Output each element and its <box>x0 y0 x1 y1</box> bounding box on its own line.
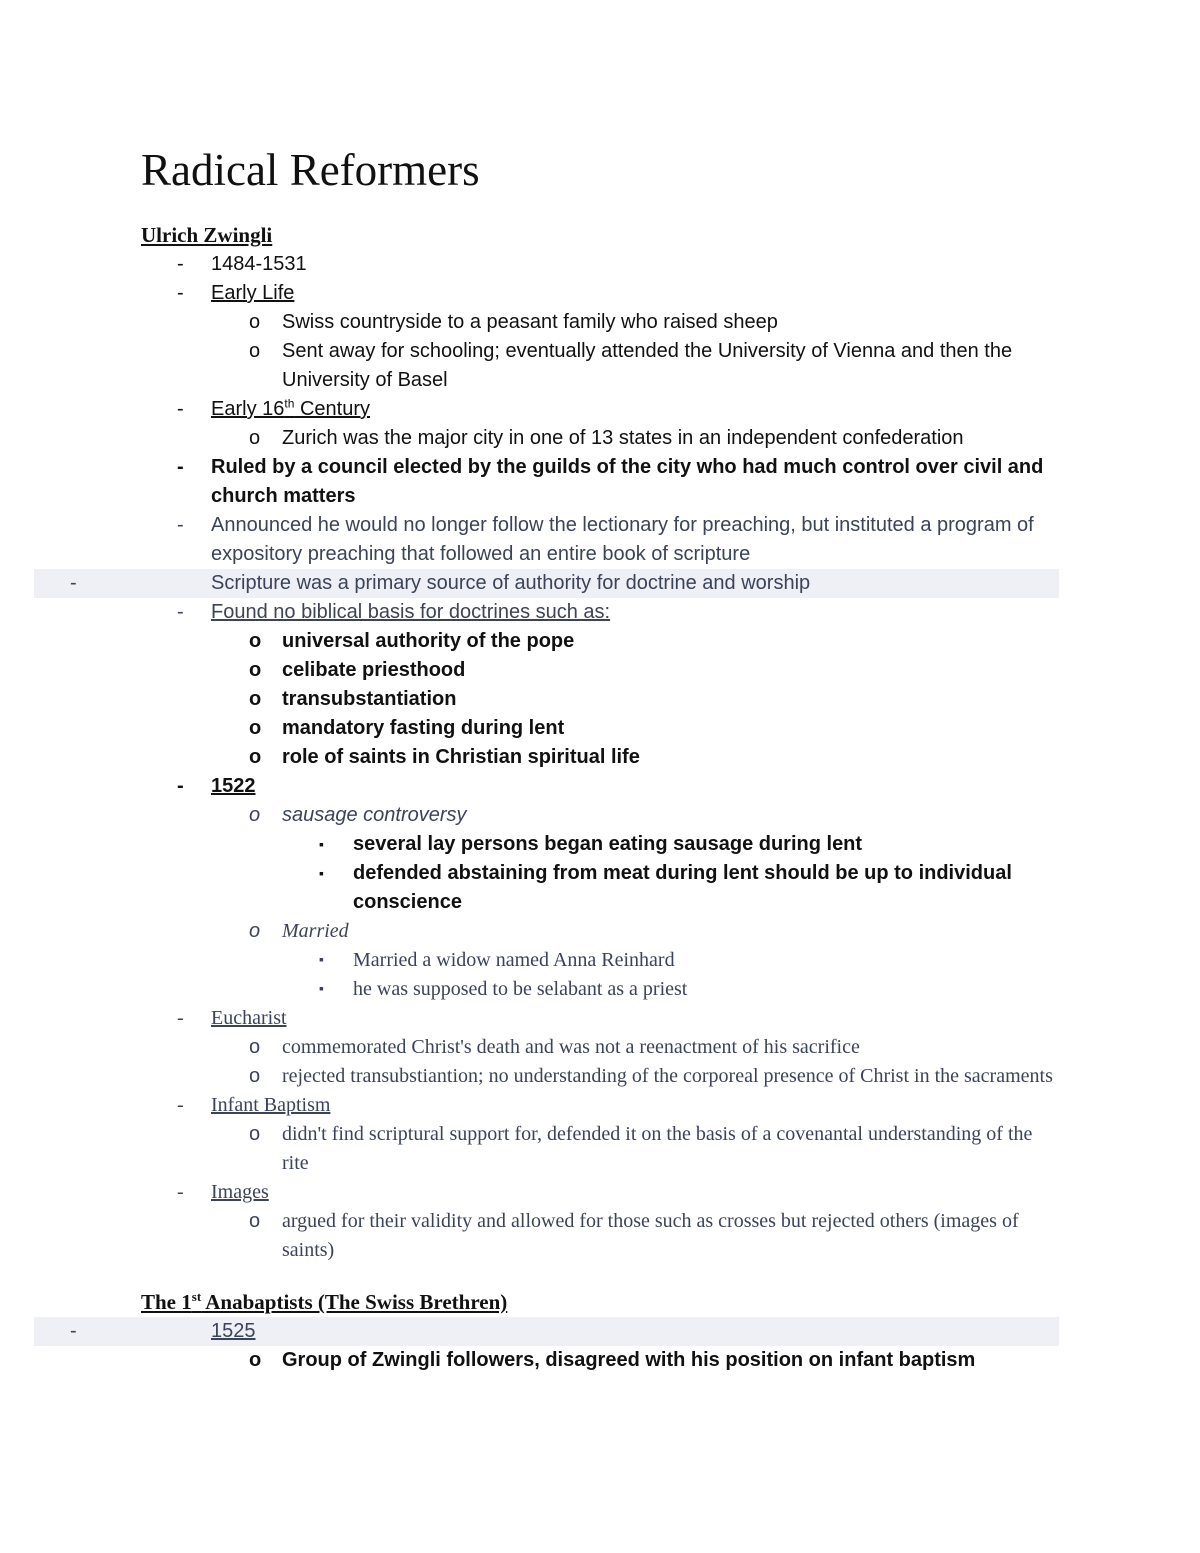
list-item-announced: - Announced he would no longer follow the lectionary for preaching, but instituted a program of expository preaching that followed an entire book of scripture <box>141 511 1061 569</box>
list-subitem: o role of saints in Christian spiritual life <box>141 743 1061 772</box>
list-subsubitem: ▪ several lay persons began eating sausage during lent <box>141 830 1061 859</box>
circle-bullet: o <box>249 804 261 826</box>
circle-bullet: o <box>249 659 262 681</box>
circle-bullet: o <box>249 746 262 768</box>
dash-bullet: - <box>177 253 184 275</box>
dash-bullet: - <box>177 601 184 623</box>
page-title: Radical Reformers <box>141 145 480 195</box>
dash-bullet: - <box>177 775 184 797</box>
list-item-early-16th: - Early 16th Century <box>141 395 1061 424</box>
circle-bullet: o <box>249 340 261 362</box>
dash-bullet: - <box>177 282 184 304</box>
circle-bullet: o <box>249 920 261 942</box>
section-heading-zwingli: Ulrich Zwingli <box>141 223 273 247</box>
list-subitem: o Group of Zwingli followers, disagreed with his position on infant baptism <box>141 1346 1061 1375</box>
dash-bullet: - <box>70 572 77 594</box>
circle-bullet: o <box>249 688 262 710</box>
list-subitem: o Swiss countryside to a peasant family who raised sheep <box>141 308 1061 337</box>
square-bullet: ▪ <box>319 865 324 881</box>
list-subitem: o mandatory fasting during lent <box>141 714 1061 743</box>
list-subitem: o argued for their validity and allowed for those such as crosses but rejected others (images of saints) <box>141 1207 1061 1265</box>
circle-bullet: o <box>249 311 261 333</box>
list-subitem: o universal authority of the pope <box>141 627 1061 656</box>
dash-bullet: - <box>177 514 184 536</box>
list-subsubitem: ▪ defended abstaining from meat during lent should be up to individual conscience <box>141 859 1061 917</box>
square-bullet: ▪ <box>319 982 324 997</box>
circle-bullet: o <box>249 1210 261 1232</box>
dash-bullet: - <box>177 456 184 478</box>
dash-bullet: - <box>177 1181 184 1203</box>
list-subitem: o celibate priesthood <box>141 656 1061 685</box>
list-item-ruled: - Ruled by a council elected by the guilds of the city who had much control over civil and church matters <box>141 453 1061 511</box>
dash-bullet: - <box>70 1320 77 1342</box>
list-item-scripture: - Scripture was a primary source of authority for doctrine and worship <box>34 569 1059 598</box>
anabaptists-outline <box>70 1317 1061 1375</box>
square-bullet: ▪ <box>319 953 324 968</box>
circle-bullet: o <box>249 1036 261 1058</box>
list-subsubitem: ▪ he was supposed to be selabant as a priest <box>141 975 1061 1004</box>
circle-bullet: o <box>249 630 262 652</box>
circle-bullet: o <box>249 1065 261 1087</box>
zwingli-outline <box>70 250 1061 1265</box>
circle-bullet: o <box>249 1349 262 1371</box>
list-subitem: o transubstantiation <box>141 685 1061 714</box>
list-subitem: o rejected transubstiantion; no understanding of the corporeal presence of Christ in the sacraments <box>141 1062 1061 1091</box>
list-subitem-sausage: o sausage controversy <box>141 801 1061 830</box>
list-item-early-life: - Early Life <box>141 279 1061 308</box>
list-item-no-biblical-basis: - Found no biblical basis for doctrines such as: <box>141 598 1061 627</box>
list-subitem: o didn't find scriptural support for, defended it on the basis of a covenantal understanding of the rite <box>141 1120 1061 1178</box>
circle-bullet: o <box>249 427 261 449</box>
list-subitem: o commemorated Christ's death and was not a reenactment of his sacrifice <box>141 1033 1061 1062</box>
list-item-infant-baptism: - Infant Baptism <box>141 1091 1061 1120</box>
square-bullet: ▪ <box>319 836 324 852</box>
dash-bullet: - <box>177 1007 184 1029</box>
list-item-1522: - 1522 <box>141 772 1061 801</box>
document-page <box>70 140 1061 1375</box>
list-subitem: o Sent away for schooling; eventually attended the University of Vienna and then the University of Basel <box>141 337 1061 395</box>
circle-bullet: o <box>249 1123 261 1145</box>
list-subitem-married: o Married <box>141 917 1061 946</box>
dash-bullet: - <box>177 398 184 420</box>
list-subitem: o Zurich was the major city in one of 13 states in an independent confederation <box>141 424 1061 453</box>
circle-bullet: o <box>249 717 262 739</box>
list-item-images: - Images <box>141 1178 1061 1207</box>
list-item-1525: - 1525 <box>34 1317 1059 1346</box>
list-subsubitem: ▪ Married a widow named Anna Reinhard <box>141 946 1061 975</box>
dash-bullet: - <box>177 1094 184 1116</box>
list-item-eucharist: - Eucharist <box>141 1004 1061 1033</box>
section-heading-anabaptists: The 1st Anabaptists (The Swiss Brethren) <box>141 1289 508 1314</box>
list-item-dates: - 1484-1531 <box>141 250 1061 279</box>
